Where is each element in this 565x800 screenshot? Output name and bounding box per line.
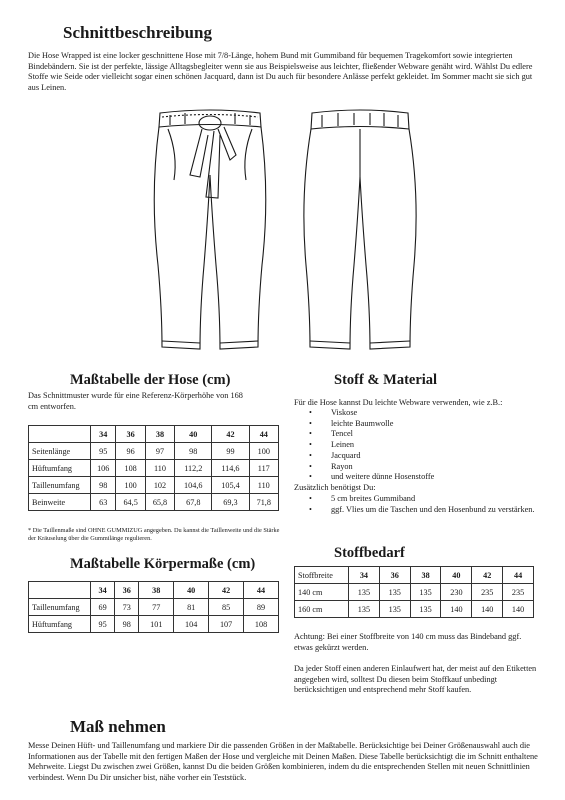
size-header-cell: 40 [175,426,212,443]
value-cell: 107 [209,616,244,633]
size-header-cell: 44 [249,426,278,443]
list-item: • ggf. Vlies um die Taschen und den Hosenbund zu verstärken. [294,505,544,516]
trousers-back-illustration [290,105,430,363]
value-cell: 102 [145,477,174,494]
value-cell: 98 [91,477,116,494]
description-text: Die Hose Wrapped ist eine locker geschnittene Hose mit 7/8-Länge, hohem Bund mit Gummiband für bequemen Tragekomfort sowie integrierten Bindebändern. Sie ist der perfekte, lässige Alltagsbegleiter wenn sie aus Beispielsweise aus leichter, fließender Webware genäht wird. Wählst Du edlere Stoffe wie Seide oder vielleicht sogar einen schönen Jacquard, dann ist Du auch für besondere Anlässe perfekt gekleidet. Im Sommer macht sie sich gut aus Leinen. [28,51,533,92]
value-cell: 108 [244,616,279,633]
description-title: Schnittbeschreibung [63,23,212,42]
table-row [29,477,279,494]
size-header-cell: 34 [91,582,115,599]
value-cell: 108 [116,460,145,477]
value-cell: 235 [503,584,534,601]
value-cell: 100 [249,443,278,460]
size-header-cell: 42 [472,567,503,584]
size-header-cell: 44 [503,567,534,584]
material-title: Stoff & Material [334,372,438,388]
size-header-cell: 44 [244,582,279,599]
list-item: • leichte Baumwolle [294,419,544,430]
value-cell: 106 [91,460,116,477]
table-header-row [29,582,279,599]
row-label-cell: Hüftumfang [29,460,91,477]
value-cell: 235 [472,584,503,601]
value-cell: 135 [349,584,380,601]
size-header-cell: 34 [349,567,380,584]
value-cell: 114,6 [212,460,249,477]
value-cell: 135 [410,601,441,618]
body-measure-table [28,581,279,633]
row-label-cell: 140 cm [295,584,349,601]
size-header-cell: 42 [212,426,249,443]
value-cell: 89 [244,599,279,616]
value-cell: 104,6 [175,477,212,494]
value-cell: 95 [91,616,115,633]
material-intro: Für die Hose kannst Du leichte Webware verwenden, wie z.B.: [294,398,503,407]
value-cell: 81 [174,599,209,616]
row-label-cell: Taillenumfang [29,477,91,494]
size-header-cell: 34 [91,426,116,443]
fabric-requirement-table [294,566,534,618]
table-row [29,460,279,477]
value-cell: 96 [116,443,145,460]
size-header-cell: 38 [139,582,174,599]
value-cell: 63 [91,494,116,511]
fabric-list [294,408,544,483]
list-item: • Leinen [294,440,544,451]
fabric-note-width: Achtung: Bei einer Stoffbreite von 140 cm muss das Bindeband ggf. etwas gekürzt werden. [294,632,522,652]
value-cell: 100 [116,477,145,494]
size-header-cell: 40 [441,567,472,584]
table-corner-cell [29,582,91,599]
list-item: • 5 cm breites Gummiband [294,494,544,505]
value-cell: 71,8 [249,494,278,511]
value-cell: 98 [175,443,212,460]
measure-title: Maß nehmen [70,717,166,736]
size-header-cell: 42 [209,582,244,599]
list-item: • Rayon [294,462,544,473]
size-header-cell: 36 [379,567,410,584]
table-corner-cell: Stoffbreite [295,567,349,584]
value-cell: 135 [349,601,380,618]
value-cell: 230 [441,584,472,601]
table-row [29,616,279,633]
row-label-cell: 160 cm [295,601,349,618]
value-cell: 110 [145,460,174,477]
row-label-cell: Beinweite [29,494,91,511]
value-cell: 85 [209,599,244,616]
row-label-cell: Hüftumfang [29,616,91,633]
value-cell: 69 [91,599,115,616]
value-cell: 140 [503,601,534,618]
garment-measure-table [28,425,279,511]
value-cell: 135 [379,584,410,601]
measure-text: Messe Deinen Hüft- und Taillenumfang und markiere Dir die passenden Größen in der Maßtabelle. Berücksichtige bei Deiner Größenauswahl auch die Informationen aus der Tabelle mit den fertigen Maßen der Hose und vergleiche mit Deinen Maßen. Diese Tabelle berücksichtigt die im Schnitt enthaltene Mehrweite. Liegst Du zwischen zwei Größen, kannst Du die beiden Größen kombinieren, indem du die entsprechenden Stellen mit neuen Schnittlinien verbindest. Wenn Du Dir unsicher bist, nähe vorher ein Teststück. [28,741,538,782]
size-header-cell: 40 [174,582,209,599]
value-cell: 77 [139,599,174,616]
value-cell: 112,2 [175,460,212,477]
table-row [29,443,279,460]
value-cell: 95 [91,443,116,460]
garment-table-footnote: * Die Taillenmaße sind OHNE GUMMIZUG angegeben. Du kannst die Taillenweite und die Stärke der Kräuselung über die Gummilänge regulieren. [28,527,280,543]
value-cell: 98 [115,616,139,633]
value-cell: 97 [145,443,174,460]
value-cell: 105,4 [212,477,249,494]
size-header-cell: 36 [116,426,145,443]
table-corner-cell [29,426,91,443]
table-row [29,494,279,511]
size-header-cell: 38 [145,426,174,443]
value-cell: 69,3 [212,494,249,511]
value-cell: 104 [174,616,209,633]
table-row [295,584,534,601]
material-extra-intro: Zusätzlich benötigst Du: [294,483,376,492]
value-cell: 110 [249,477,278,494]
value-cell: 117 [249,460,278,477]
table-header-row [29,426,279,443]
garment-table-title: Maßtabelle der Hose (cm) [70,372,231,388]
value-cell: 67,8 [175,494,212,511]
row-label-cell: Taillenumfang [29,599,91,616]
value-cell: 140 [472,601,503,618]
list-item: • Tencel [294,429,544,440]
size-header-cell: 38 [410,567,441,584]
value-cell: 135 [379,601,410,618]
fabric-note-shrinkage: Da jeder Stoff einen anderen Einlaufwert hat, der meist auf den Etiketten angegeben wird, solltest Du diesen beim Stoffkauf unbedingt berücksichtigen und entsprechend mehr Stoff kaufen. [294,664,537,695]
table-header-row [295,567,534,584]
value-cell: 64,5 [116,494,145,511]
garment-table-intro: Das Schnittmuster wurde für eine Referenz-Körperhöhe von 168 cm entworfen. [28,391,243,411]
fabric-table-title: Stoffbedarf [334,545,405,561]
value-cell: 140 [441,601,472,618]
list-item: • Viskose [294,408,544,419]
table-row [295,601,534,618]
value-cell: 99 [212,443,249,460]
body-table-title: Maßtabelle Körpermaße (cm) [70,556,256,572]
value-cell: 135 [410,584,441,601]
list-item: • Jacquard [294,451,544,462]
list-item: • und weitere dünne Hosenstoffe [294,472,544,483]
row-label-cell: Seitenlänge [29,443,91,460]
table-row [29,599,279,616]
value-cell: 101 [139,616,174,633]
size-header-cell: 36 [115,582,139,599]
value-cell: 65,8 [145,494,174,511]
trousers-front-illustration [140,105,280,363]
extras-list [294,494,544,515]
value-cell: 73 [115,599,139,616]
